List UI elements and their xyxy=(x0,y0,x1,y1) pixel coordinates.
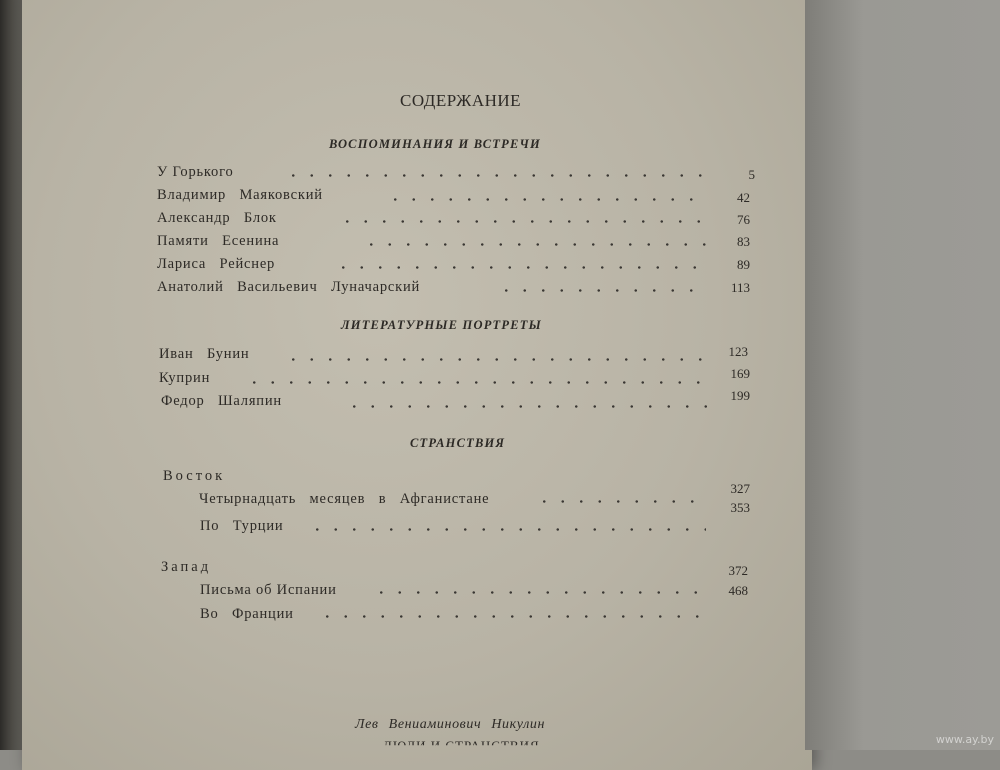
dot-leader xyxy=(334,266,706,269)
toc-page-number: 5 xyxy=(748,167,755,182)
dot-leader xyxy=(535,500,705,503)
watermark: www.ay.by xyxy=(935,733,994,746)
toc-entry-title: Александр Блок xyxy=(157,210,277,226)
toc-entry-title: Федор Шаляпин xyxy=(161,393,282,409)
toc-page-number: 169 xyxy=(730,366,750,381)
dot-leader xyxy=(284,358,706,361)
dot-leader xyxy=(338,220,706,223)
toc-page-number: 123 xyxy=(728,344,748,359)
toc-page-number: 113 xyxy=(730,280,750,295)
toc-entry-title: Четырнадцать месяцев в Афганистане xyxy=(199,491,490,507)
toc-entry-title: Письма об Испании xyxy=(200,582,337,598)
dot-leader xyxy=(345,405,707,408)
toc-entry-title: Лариса Рейснер xyxy=(157,256,276,272)
toc-page-number: 327 xyxy=(730,481,750,496)
toc-page-number: 199 xyxy=(730,388,750,403)
toc-entry-title: По Турции xyxy=(200,518,284,534)
book-page xyxy=(22,0,812,770)
part-label-west: Запад xyxy=(161,559,212,575)
toc-entry-title: Куприн xyxy=(159,370,211,386)
background-surface xyxy=(805,0,1000,750)
toc-entry-title: Иван Бунин xyxy=(159,346,250,362)
toc-page-number: 42 xyxy=(737,190,750,205)
dot-leader xyxy=(318,615,702,618)
dot-leader xyxy=(362,243,708,246)
toc-page-number: 372 xyxy=(728,563,748,578)
dot-leader xyxy=(245,381,707,384)
part-label-east: Восток xyxy=(163,468,226,484)
toc-page-number: 83 xyxy=(737,234,750,249)
section-title-memories: ВОСПОМИНАНИЯ И ВСТРЕЧИ xyxy=(329,137,541,151)
toc-entry-title: Памяти Есенина xyxy=(157,233,280,249)
toc-entry-title: Владимир Маяковский xyxy=(157,187,323,203)
toc-page-number: 76 xyxy=(737,212,750,227)
dot-leader xyxy=(386,198,706,201)
toc-page-number: 468 xyxy=(728,583,748,598)
imprint-author: Лев Вениаминович Никулин xyxy=(355,717,546,732)
dot-leader xyxy=(372,591,702,594)
dot-leader xyxy=(308,528,706,531)
section-title-travels: СТРАНСТВИЯ xyxy=(410,436,506,450)
toc-page-number: 89 xyxy=(737,257,750,272)
toc-entry-title: У Горького xyxy=(157,164,234,180)
dot-leader xyxy=(284,174,704,177)
toc-entry-title: Во Франции xyxy=(200,606,294,622)
contents-heading: СОДЕРЖАНИЕ xyxy=(400,91,522,110)
toc-page-number: 353 xyxy=(730,500,750,515)
toc-entry-title: Анатолий Васильевич Луначарский xyxy=(157,279,421,295)
section-title-portraits: ЛИТЕРАТУРНЫЕ ПОРТРЕТЫ xyxy=(341,318,542,332)
dot-leader xyxy=(497,289,707,292)
